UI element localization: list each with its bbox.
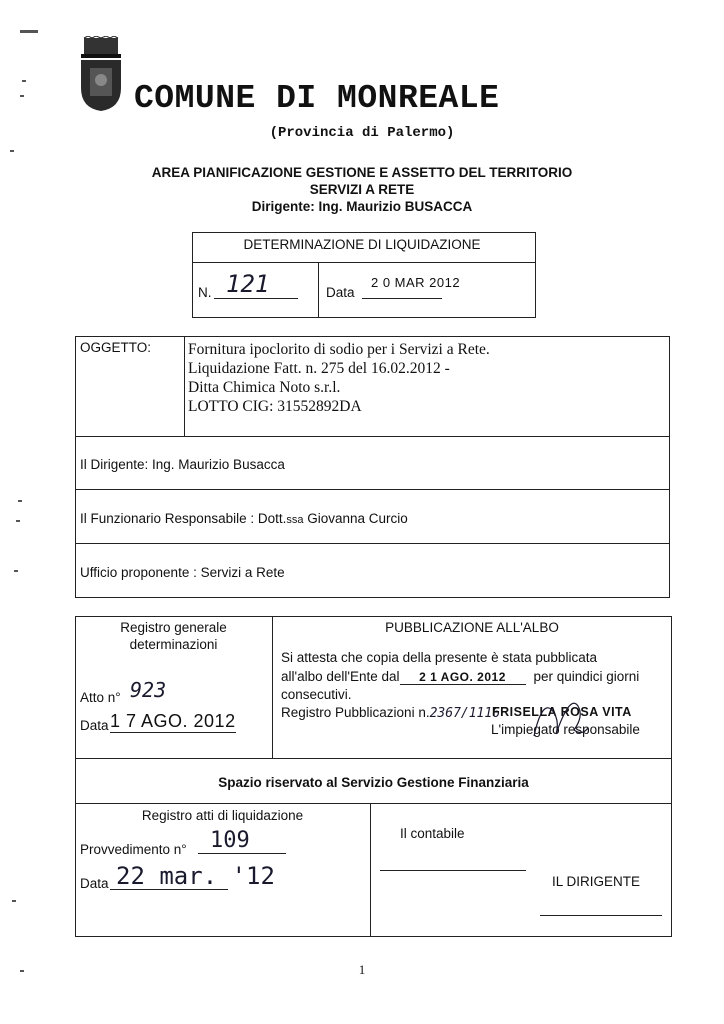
publication-title: PUBBLICAZIONE ALL'ALBO	[385, 620, 559, 635]
scan-mark	[14, 570, 18, 572]
manager-heading: Dirigente: Ing. Maurizio BUSACCA	[251, 199, 473, 214]
publication-line-3: consecutivi.	[281, 687, 352, 702]
scan-mark	[20, 30, 38, 33]
signer-role: L'impiegato responsabile	[491, 722, 640, 737]
subject-line-2: Liquidazione Fatt. n. 275 del 16.02.2012 -	[188, 360, 450, 377]
publication-line-1: Si attesta che copia della presente è stata pubblicata	[281, 650, 597, 665]
date-stamp: 2 0 MAR 2012	[371, 275, 461, 290]
accountant-label: Il contabile	[400, 826, 465, 841]
number-value: 121	[226, 270, 270, 298]
subject-label: OGGETTO:	[80, 340, 152, 355]
registry-title-1: Registro generale	[120, 620, 227, 635]
scan-mark	[22, 80, 26, 82]
registry-title-2: determinazioni	[129, 637, 218, 652]
financial-date-value: 22 mar. '12	[116, 862, 275, 890]
scan-mark	[16, 520, 20, 522]
number-label: N.	[198, 285, 212, 300]
scan-mark	[18, 500, 22, 502]
area-heading: AREA PIANIFICAZIONE GESTIONE E ASSETTO DEL TERRITORIO	[151, 165, 573, 180]
financial-registry-title: Registro atti di liquidazione	[141, 808, 304, 823]
financial-title: Spazio riservato al Servizio Gestione Finanziaria	[218, 775, 529, 790]
director-label: IL DIRIGENTE	[552, 874, 641, 889]
determination-heading: DETERMINAZIONE DI LIQUIDAZIONE	[243, 237, 481, 252]
municipal-crest-icon	[78, 36, 124, 112]
provision-value: 109	[210, 828, 250, 853]
registry-date-label: Data	[80, 718, 109, 733]
act-number-value: 923	[130, 678, 167, 702]
subject-line-1: Fornitura ipoclorito di sodio per i Servizi a Rete.	[188, 341, 490, 358]
scan-mark	[12, 900, 16, 902]
service-heading: SERVIZI A RETE	[309, 182, 415, 197]
act-number-label: Atto n°	[80, 690, 121, 705]
signer-stamp: FRISELLA ROSA VITA	[492, 705, 632, 719]
director-row: Il Dirigente: Ing. Maurizio Busacca	[80, 457, 285, 472]
scan-mark	[20, 970, 24, 972]
office-row: Ufficio proponente : Servizi a Rete	[80, 565, 285, 580]
provision-label: Provvedimento n°	[80, 842, 187, 857]
scan-mark	[20, 95, 24, 97]
registry-date-stamp: 1 7 AGO. 2012	[110, 711, 236, 731]
financial-date-label: Data	[80, 876, 109, 891]
page-number: 1	[358, 962, 366, 977]
official-row: Il Funzionario Responsabile : Dott.ssa Giovanna Curcio	[80, 511, 408, 526]
scan-mark	[10, 150, 14, 152]
publication-line-2: all'albo dell'Ente dal 2 1 AGO. 2012 per quindici giorni	[281, 669, 640, 684]
signature-icon	[530, 690, 590, 746]
subject-line-4: LOTTO CIG: 31552892DA	[188, 398, 362, 415]
province-subtitle: (Provincia di Palermo)	[269, 125, 455, 141]
date-label: Data	[326, 285, 355, 300]
subject-line-3: Ditta Chimica Noto s.r.l.	[188, 379, 341, 396]
municipality-title: COMUNE DI MONREALE	[134, 80, 500, 117]
publication-line-4: Registro Pubblicazioni n.2367/1116	[281, 705, 501, 721]
